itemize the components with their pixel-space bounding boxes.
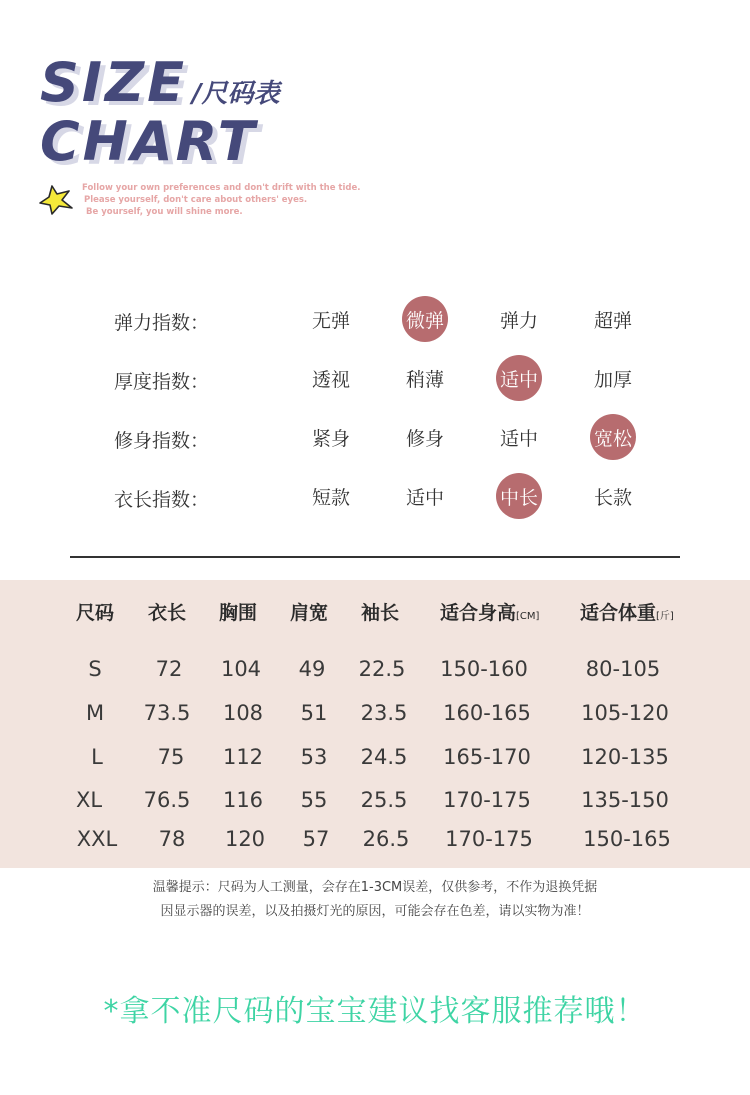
star-icon: [38, 184, 78, 216]
index-option-selected: 微弹: [402, 296, 448, 342]
index-option-selected: 中长: [496, 473, 542, 519]
table-cell: 22.5: [358, 657, 406, 681]
table-cell: 108: [222, 701, 264, 725]
table-cell: XXL: [76, 827, 118, 851]
header-shoulder: 肩宽: [290, 602, 329, 624]
note-line-2: 因显示器的误差，以及拍摄灯光的原因，可能会存在色差，请以实物为准！: [160, 904, 590, 919]
table-cell: 150-160: [440, 657, 528, 681]
section-divider: [70, 556, 680, 558]
index-option: 超弹: [593, 309, 632, 332]
table-cell: 116: [222, 788, 264, 812]
table-cell: 51: [300, 701, 328, 725]
table-cell: L: [91, 745, 103, 769]
header-height: [440, 598, 539, 625]
table-cell: 24.5: [360, 745, 408, 769]
tagline-line-3: Be yourself, you will shine more.: [86, 207, 243, 217]
index-label-length: 衣长指数：: [114, 489, 210, 511]
index-option: 弹力: [499, 309, 538, 332]
title-size: SIZE: [40, 51, 188, 114]
table-cell: M: [85, 701, 105, 725]
table-cell: 26.5: [362, 827, 410, 851]
table-cell: 55: [300, 788, 328, 812]
table-cell: 23.5: [360, 701, 408, 725]
index-option-selected: 适中: [496, 355, 542, 401]
tagline-line-1: Follow your own preferences and don't drift with the tide.: [82, 183, 361, 193]
header-weight: [580, 598, 674, 625]
size-table: [0, 580, 750, 868]
index-option: 加厚: [593, 368, 632, 391]
table-cell: 170-175: [443, 788, 531, 812]
header-weight-label: 适合体重: [580, 602, 657, 624]
table-cell: 49: [298, 657, 326, 681]
table-cell: XL: [75, 788, 103, 812]
table-cell: 75: [157, 745, 185, 769]
table-cell: 78: [158, 827, 186, 851]
index-option: 长款: [593, 486, 632, 509]
table-cell: 80-105: [585, 657, 661, 681]
index-option: 短款: [311, 486, 350, 509]
customer-service-hint: *拿不准尺码的宝宝建议找客服推荐哦！: [103, 994, 647, 1029]
header-height-unit: [CM]: [516, 611, 540, 622]
tagline-line-2: Please yourself, don't care about others' eyes.: [84, 195, 308, 205]
header-sleeve: 袖长: [361, 602, 400, 624]
index-option: 透视: [311, 368, 350, 391]
table-cell: 76.5: [143, 788, 191, 812]
header-height-label: 适合身高: [440, 602, 517, 624]
table-cell: 73.5: [143, 701, 191, 725]
index-option-selected: 宽松: [590, 414, 636, 460]
index-label-thickness: 厚度指数：: [114, 371, 210, 393]
table-cell: S: [88, 657, 102, 681]
table-cell: 104: [220, 657, 262, 681]
index-option: 紧身: [311, 427, 350, 450]
table-cell: 120-135: [581, 745, 669, 769]
header-size: 尺码: [76, 602, 115, 624]
title-chart: CHART: [40, 110, 258, 173]
table-cell: 135-150: [581, 788, 669, 812]
table-cell: 165-170: [443, 745, 531, 769]
table-cell: 105-120: [581, 701, 669, 725]
index-option: 无弹: [311, 309, 350, 332]
note-line-1: 温馨提示：尺码为人工测量，会存在1-3CM误差，仅供参考，不作为退换凭据: [152, 880, 598, 895]
index-label-elasticity: 弹力指数：: [114, 312, 210, 334]
table-cell: 57: [302, 827, 330, 851]
header-weight-unit: [斤]: [656, 611, 674, 622]
subtitle: /尺码表: [192, 79, 280, 109]
table-cell: 170-175: [445, 827, 533, 851]
table-cell: 112: [222, 745, 264, 769]
table-cell: 53: [300, 745, 328, 769]
table-cell: 120: [224, 827, 266, 851]
header-length: 衣长: [148, 602, 187, 624]
table-cell: 150-165: [583, 827, 671, 851]
index-option: 稍薄: [405, 368, 444, 391]
header-chest: 胸围: [219, 602, 258, 624]
index-option: 适中: [499, 427, 538, 450]
table-cell: 160-165: [443, 701, 531, 725]
index-label-fit: 修身指数：: [114, 430, 210, 452]
table-cell: 25.5: [360, 788, 408, 812]
table-cell: 72: [155, 657, 183, 681]
index-option: 适中: [405, 486, 444, 509]
index-option: 修身: [405, 427, 444, 450]
